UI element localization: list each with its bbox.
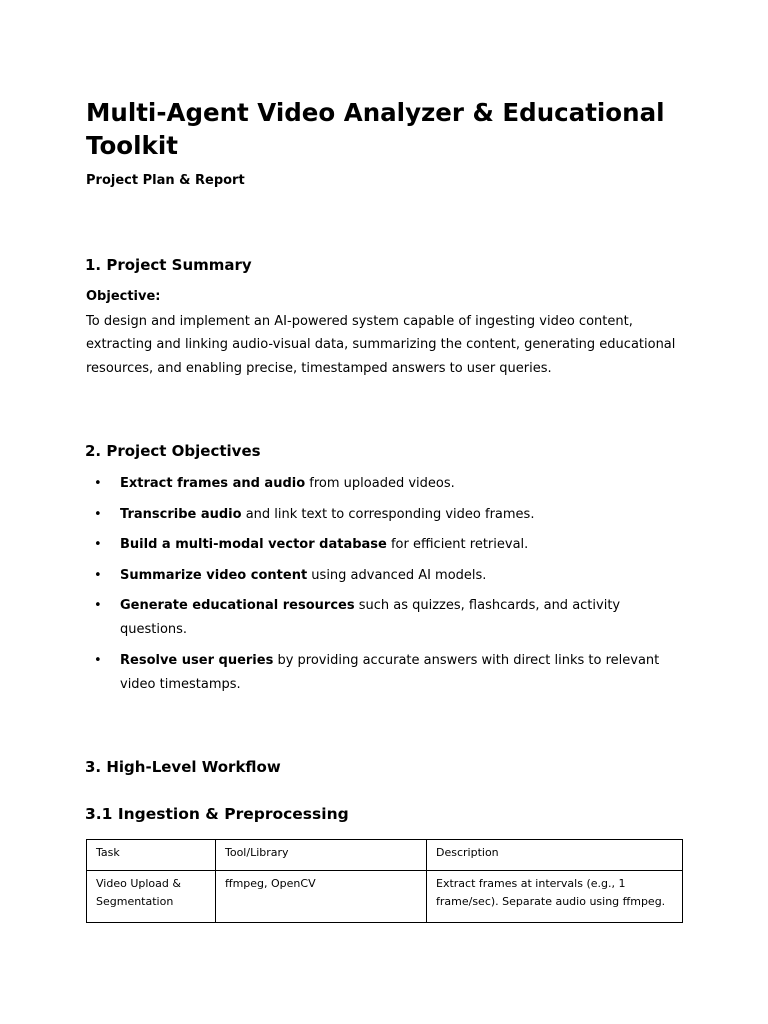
list-item: [86, 594, 686, 642]
table-row: [87, 871, 683, 923]
bullet-icon: •: [94, 476, 102, 491]
column-header-description: Description: [427, 840, 683, 871]
document-title: Multi-Agent Video Analyzer & Educational Toolkit: [86, 98, 665, 160]
list-item: [86, 533, 686, 557]
table-cell-description: Extract frames at intervals (e.g., 1 frame/sec). Separate audio using ffmpeg.: [427, 871, 683, 923]
objective-text: and link text to corresponding video frames.: [241, 506, 535, 522]
document-subtitle: Project Plan & Report: [86, 173, 245, 188]
objective-bold: Summarize video content: [120, 567, 308, 583]
objective-bold: Transcribe audio: [120, 506, 242, 522]
bullet-icon: •: [94, 567, 102, 583]
objective-text: using advanced AI models.: [307, 567, 487, 583]
list-item: [86, 649, 686, 697]
objective-label: Objective:: [86, 289, 161, 304]
objective-text: by providing accurate answers with direct links to relevant video timestamps.: [120, 652, 660, 692]
list-item: [86, 472, 686, 496]
bullet-icon: •: [94, 652, 102, 668]
objective-bold: Build a multi-modal vector database: [120, 537, 387, 553]
section-heading-objectives: 2. Project Objectives: [85, 442, 261, 460]
table-header-row: [87, 840, 683, 871]
objectives-list: [86, 472, 686, 704]
bullet-icon: •: [94, 598, 102, 614]
bullet-icon: •: [94, 537, 102, 553]
objective-bold: Resolve user queries: [120, 652, 274, 668]
section-heading-workflow: 3. High-Level Workflow: [85, 758, 281, 776]
column-header-tool: Tool/Library: [216, 840, 427, 871]
column-header-task: Task: [87, 840, 216, 871]
ingestion-table: [86, 839, 683, 923]
table-cell-tool: ffmpeg, OpenCV: [216, 871, 427, 923]
objective-bold: Generate educational resources: [120, 598, 355, 614]
list-item: [86, 503, 686, 527]
bullet-icon: •: [94, 506, 102, 522]
objective-text: such as quizzes, flashcards, and activity questions.: [120, 598, 621, 638]
list-item: [86, 564, 686, 588]
subsection-heading-ingestion: 3.1 Ingestion & Preprocessing: [85, 805, 349, 823]
objective-text: for efficient retrieval.: [386, 537, 529, 553]
objective-text: from uploaded videos.: [305, 476, 455, 491]
summary-paragraph: To design and implement an AI-powered system capable of ingesting video content, extracting and linking audio-visual data, summarizing the content, generating educational resources, and enabling precise, timestamped answers to user queries.: [86, 314, 676, 376]
objective-bold: Extract frames and audio: [120, 476, 306, 491]
table-cell-task: Video Upload & Segmentation: [87, 871, 216, 923]
section-heading-summary: 1. Project Summary: [85, 256, 252, 274]
